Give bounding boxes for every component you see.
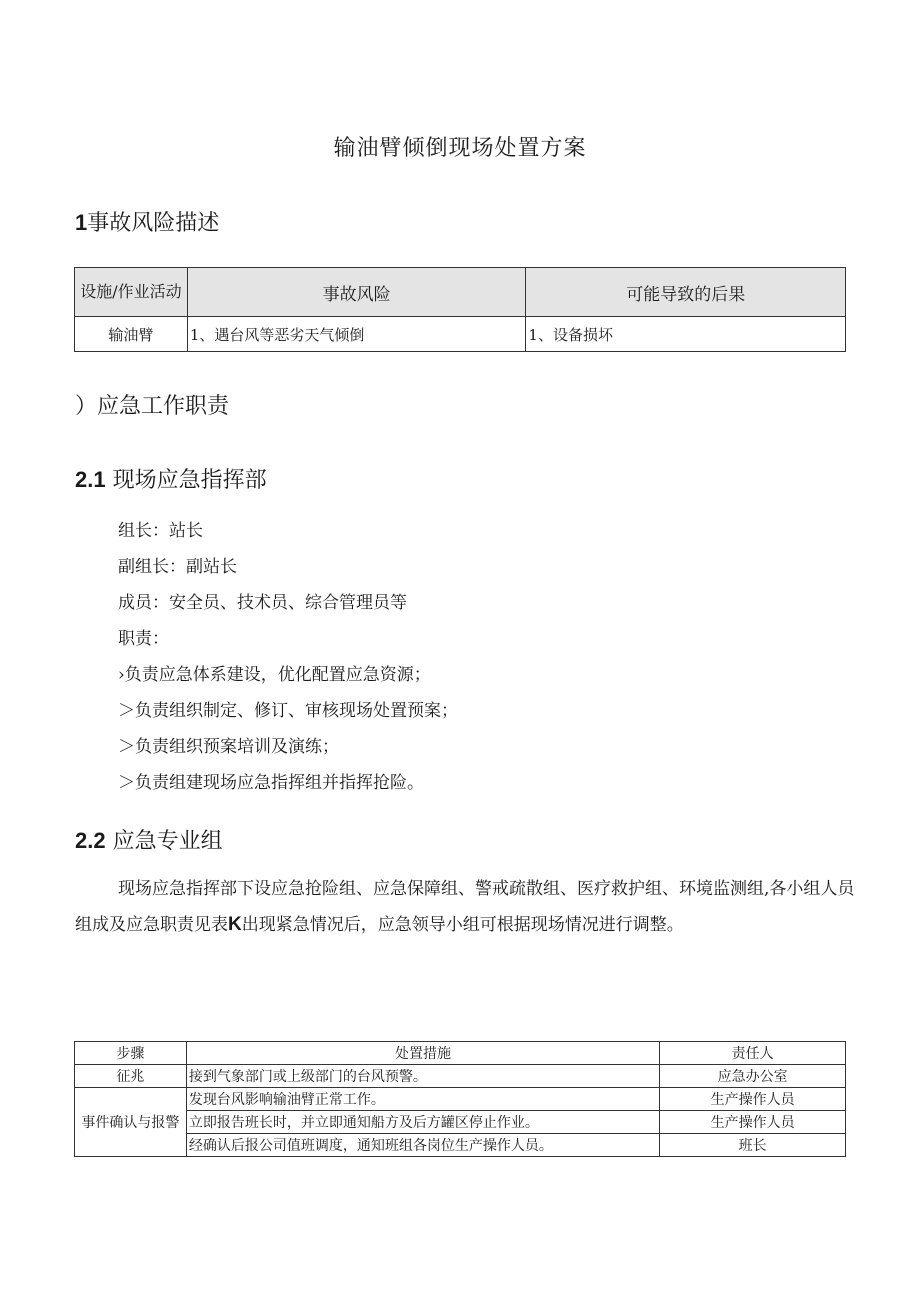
cell-measure: 接到气象部门或上级部门的台风预警。	[186, 1065, 659, 1088]
table-row	[75, 1088, 846, 1111]
section-1-number: 1	[75, 210, 88, 235]
leader-line: 组长：站长	[118, 521, 203, 541]
paragraph-letter: K	[228, 914, 242, 935]
cell-person: 生产操作人员	[660, 1088, 846, 1111]
section-2-2-number: 2.2	[75, 828, 106, 853]
table-row	[75, 1134, 846, 1157]
risk-table-header	[75, 268, 846, 317]
procedure-table-header	[75, 1042, 846, 1065]
cell-consequence: 1、设备损坏	[526, 317, 846, 352]
paragraph-text: 出现紧急情况后，应急领导小组可根据现场情况进行调整。	[241, 915, 684, 935]
cell-risk: 1、遇台风等恶劣天气倾倒	[187, 317, 526, 352]
procedure-table	[74, 1041, 846, 1157]
header-facility: 设施/作业活动	[75, 268, 188, 317]
cell-person: 班长	[660, 1134, 846, 1157]
table-row	[75, 1111, 846, 1134]
section-2-2-title: 应急专业组	[112, 829, 223, 854]
table-row	[75, 1065, 846, 1088]
duty-item: ＞负责组建现场应急指挥组并指挥抢险。	[118, 773, 424, 793]
cell-facility: 输油臂	[75, 317, 188, 352]
section-2-heading: ）应急工作职责	[75, 394, 230, 419]
cell-step: 征兆	[75, 1065, 187, 1088]
header-step: 步骤	[75, 1042, 187, 1065]
members-line: 成员：安全员、技术员、综合管理员等	[118, 593, 407, 613]
table-row	[75, 317, 846, 352]
cell-measure: 经确认后报公司值班调度，通知班组各岗位生产操作人员。	[186, 1134, 659, 1157]
duty-label: 职责：	[118, 629, 169, 649]
section-2-1-number: 2.1	[75, 467, 106, 492]
section-2-2-heading	[75, 824, 223, 855]
body-paragraph	[75, 872, 855, 943]
cell-measure: 发现台风影响输油臂正常工作。	[186, 1088, 659, 1111]
header-risk: 事故风险	[187, 268, 526, 317]
document-title: 输油臂倾倒现场处置方案	[333, 136, 587, 161]
section-1-title: 事故风险描述	[87, 211, 220, 236]
cell-measure: 立即报告班长时，并立即通知船方及后方罐区停止作业。	[186, 1111, 659, 1134]
section-1-heading	[75, 206, 219, 237]
duty-item: ＞负责组织预案培训及演练；	[118, 737, 339, 757]
cell-person: 应急办公室	[660, 1065, 846, 1088]
header-person: 责任人	[660, 1042, 846, 1065]
vice-leader-line: 副组长：副站长	[118, 557, 237, 577]
paragraph-text: 现场应急指挥部下设应急抢险组、应急保障组、警戒疏散组、医疗救护组、环境监测组,各小组人员组成及应急职责见表	[75, 879, 855, 935]
header-measure: 处置措施	[186, 1042, 659, 1065]
section-2-1-heading	[75, 463, 267, 494]
cell-person: 生产操作人员	[660, 1111, 846, 1134]
risk-table	[74, 267, 846, 352]
section-2-1-title: 现场应急指挥部	[112, 468, 267, 493]
duty-item: ＞负责组织制定、修订、审核现场处置预案；	[118, 701, 458, 721]
header-consequence: 可能导致的后果	[526, 268, 846, 317]
cell-step: 事件确认与报警	[75, 1088, 187, 1157]
duty-item: ›负责应急体系建设，优化配置应急资源；	[118, 665, 431, 685]
